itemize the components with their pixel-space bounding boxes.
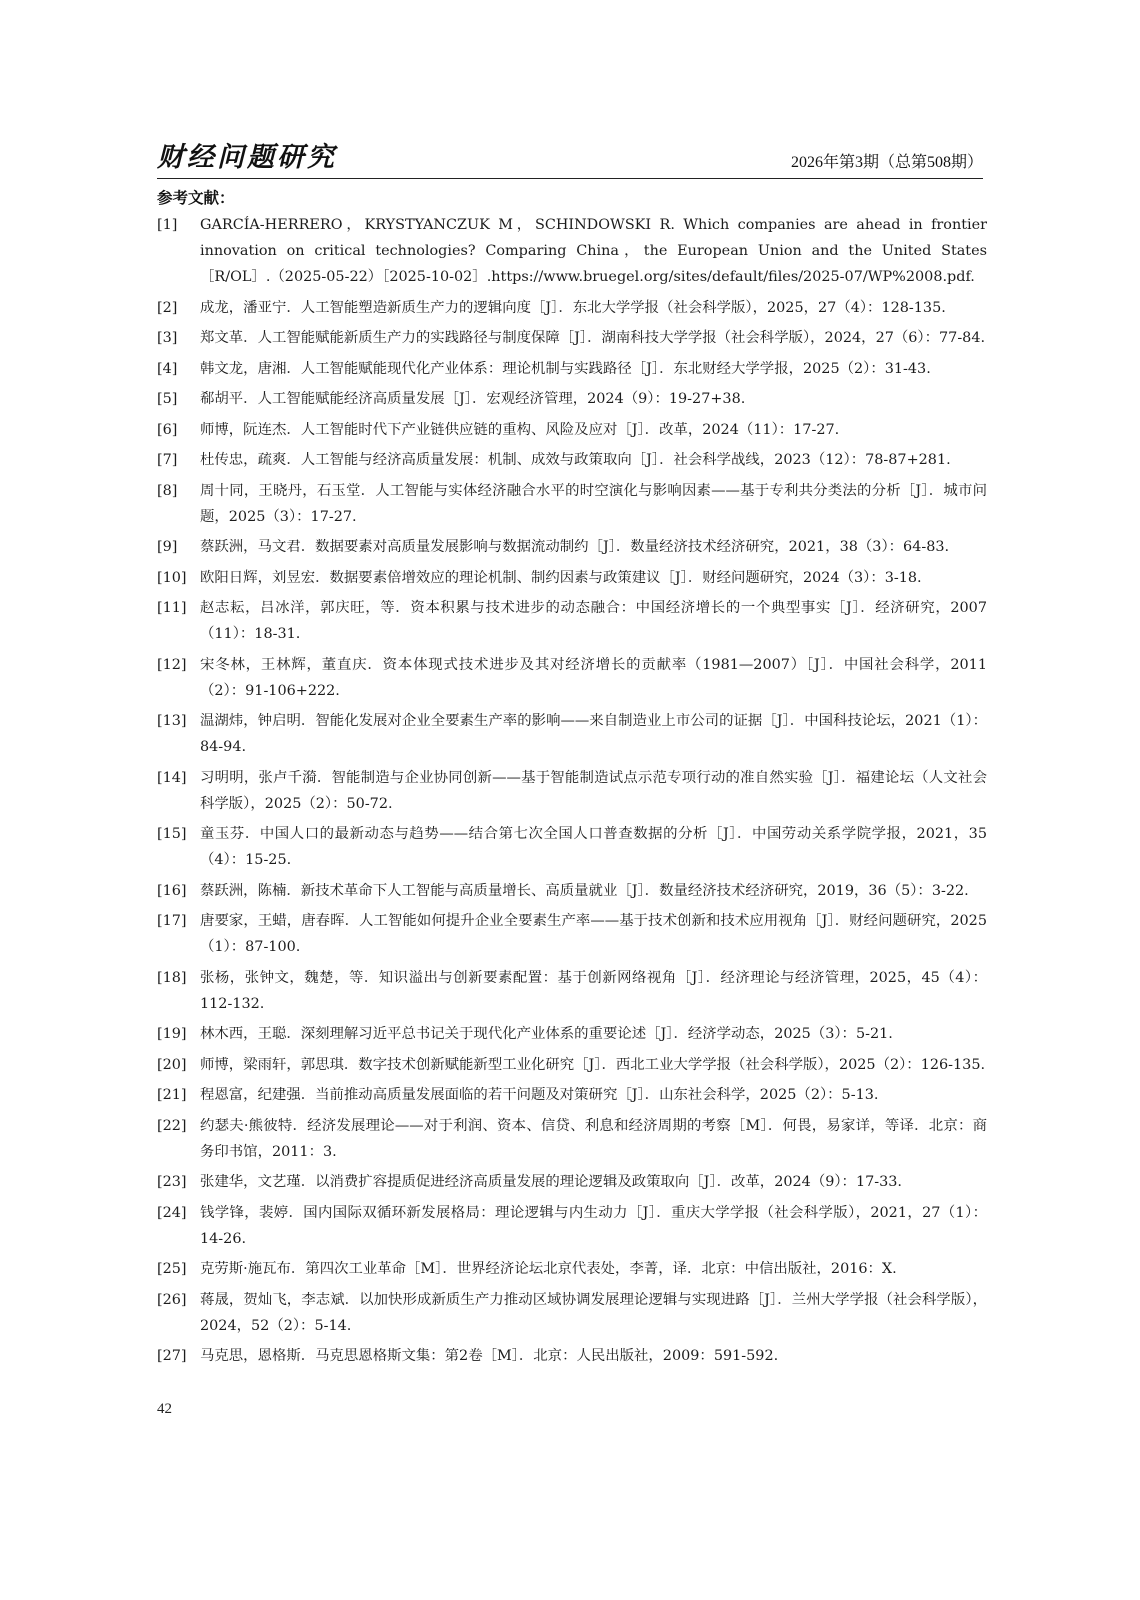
reference-text: 杜传忠，疏爽．人工智能与经济高质量发展：机制、成效与政策取向［J］．社会科学战线，2023（12）：78-87+281. — [200, 452, 951, 468]
reference-text: 欧阳日辉，刘昱宏．数据要素倍增效应的理论机制、制约因素与政策建议［J］．财经问题研究，2024（3）：3-18. — [200, 569, 922, 586]
reference-text: 马克思，恩格斯．马克思恩格斯文集：第2卷［M］．北京：人民出版社，2009：591-592. — [200, 1348, 779, 1364]
reference-number: [21] — [157, 1087, 187, 1103]
reference-text: 唐要家，王蜡，唐春晖．人工智能如何提升企业全要素生产率——基于技术创新和技术应用视角［J］．财经问题研究，2025（1）：87-100. — [200, 913, 987, 955]
reference-text: 韩文龙，唐湘．人工智能赋能现代化产业体系：理论机制与实践路径［J］．东北财经大学学报，2025（2）：31-43. — [200, 360, 931, 377]
reference-item — [157, 652, 987, 704]
page-number: 42 — [157, 1401, 172, 1417]
reference-item — [157, 878, 987, 904]
reference-item — [157, 821, 987, 873]
reference-item — [157, 708, 987, 760]
reference-number: [7] — [157, 452, 178, 468]
reference-number: [1] — [157, 217, 178, 233]
reference-item — [157, 356, 987, 382]
issue-info: 2026年第3期（总第508期） — [790, 154, 983, 171]
reference-number: [17] — [157, 913, 187, 929]
page-header — [157, 142, 983, 179]
reference-item — [157, 447, 987, 473]
reference-text: 约瑟夫·熊彼特．经济发展理论——对于利润、资本、信贷、利息和经济周期的考察［M］．何畏，易家详，等译．北京：商务印书馆，2011：3. — [200, 1117, 987, 1160]
reference-text: 程恩富，纪建强．当前推动高质量发展面临的若干问题及对策研究［J］．山东社会科学，2025（2）：5-13. — [200, 1087, 879, 1103]
reference-text: 赵志耘，吕冰洋，郭庆旺，等．资本积累与技术进步的动态融合：中国经济增长的一个典型事实［J］．经济研究，2007（11）：18-31. — [200, 600, 987, 642]
reference-number: [20] — [157, 1056, 187, 1073]
reference-number: [16] — [157, 882, 187, 899]
reference-number: [22] — [157, 1117, 187, 1134]
reference-number: [27] — [157, 1348, 187, 1364]
reference-item — [157, 565, 987, 591]
reference-number: [2] — [157, 299, 178, 316]
reference-item — [157, 1169, 987, 1195]
reference-item — [157, 1052, 987, 1078]
reference-text: GARCÍA-HERRERO，KRYSTYANCZUK M，SCHINDOWSKI R. Which companies are ahead in frontier innovation on critical technologies? Comparing China，the European Union and the United States［R/OL］.（2025-05-22）［2025-10-02］.https://www.bruegel.org/sites/default/files/2025-07/WP%2008.pdf. — [200, 217, 987, 285]
reference-text: 克劳斯·施瓦布．第四次工业革命［M］．世界经济论坛北京代表处，李菁，译．北京：中信出版社，2016：X. — [200, 1261, 897, 1277]
journal-logo: 财经问题研究 — [157, 142, 337, 173]
reference-item — [157, 1113, 987, 1165]
reference-text: 蔡跃洲，马文君．数据要素对高质量发展影响与数据流动制约［J］．数量经济技术经济研究，2021，38（3）：64-83. — [200, 539, 950, 555]
reference-text: 周十同，王晓丹，石玉堂．人工智能与实体经济融合水平的时空演化与影响因素——基于专利共分类法的分析［J］．城市问题，2025（3）：17-27. — [200, 482, 987, 525]
reference-number: [14] — [157, 769, 187, 786]
reference-text: 张杨，张钟文，魏楚，等．知识溢出与创新要素配置：基于创新网络视角［J］．经济理论与经济管理，2025，45（4）：112-132. — [200, 969, 987, 1012]
reference-text: 童玉芬．中国人口的最新动态与趋势——结合第七次全国人口普查数据的分析［J］．中国劳动关系学院学报，2021，35（4）：15-25. — [200, 826, 987, 868]
reference-text: 郗胡平．人工智能赋能经济高质量发展［J］．宏观经济管理，2024（9）：19-27+38. — [200, 391, 746, 407]
reference-item — [157, 417, 987, 443]
reference-item — [157, 212, 987, 290]
reference-number: [9] — [157, 539, 178, 555]
reference-number: [10] — [157, 569, 187, 586]
reference-item — [157, 1343, 987, 1369]
reference-item — [157, 325, 987, 351]
reference-text: 蔡跃洲，陈楠．新技术革命下人工智能与高质量增长、高质量就业［J］．数量经济技术经济研究，2019，36（5）：3-22. — [200, 882, 969, 899]
reference-number: [3] — [157, 330, 178, 346]
reference-number: [8] — [157, 482, 178, 499]
reference-item — [157, 765, 987, 817]
reference-number: [24] — [157, 1204, 187, 1221]
reference-item — [157, 1021, 987, 1047]
reference-number: [12] — [157, 656, 187, 673]
reference-item — [157, 386, 987, 412]
reference-number: [19] — [157, 1026, 187, 1042]
reference-text: 钱学锋，裴婷．国内国际双循环新发展格局：理论逻辑与内生动力［J］．重庆大学学报（社会科学版），2021，27（1）：14-26. — [200, 1204, 987, 1247]
reference-text: 师博，阮连杰．人工智能时代下产业链供应链的重构、风险及应对［J］．改革，2024（11）：17-27. — [200, 421, 840, 438]
reference-item — [157, 1287, 987, 1339]
reference-number: [5] — [157, 391, 178, 407]
reference-list — [157, 212, 987, 1374]
reference-text: 蒋晟，贺灿飞，李志斌．以加快形成新质生产力推动区域协调发展理论逻辑与实现进路［J］．兰州大学学报（社会科学版），2024，52（2）：5-14. — [200, 1291, 987, 1334]
reference-number: [25] — [157, 1261, 187, 1277]
reference-item — [157, 1256, 987, 1282]
reference-text: 郑文革．人工智能赋能新质生产力的实践路径与制度保障［J］．湖南科技大学学报（社会科学版），2024，27（6）：77-84. — [200, 330, 986, 346]
reference-item — [157, 534, 987, 560]
reference-item — [157, 1082, 987, 1108]
reference-item — [157, 478, 987, 530]
reference-item — [157, 965, 987, 1017]
reference-text: 宋冬林，王林辉，董直庆．资本体现式技术进步及其对经济增长的贡献率（1981—2007）［J］．中国社会科学，2011（2）：91-106+222. — [200, 656, 987, 699]
reference-text: 习明明，张卢千漪．智能制造与企业协同创新——基于智能制造试点示范专项行动的准自然实验［J］．福建论坛（人文社会科学版），2025（2）：50-72. — [200, 769, 987, 812]
reference-item — [157, 295, 987, 321]
reference-number: [4] — [157, 360, 178, 377]
reference-text: 温湖炜，钟启明．智能化发展对企业全要素生产率的影响——来自制造业上市公司的证据［J］．中国科技论坛，2021（1）：84-94. — [200, 713, 987, 755]
references-heading: 参考文献： — [157, 189, 235, 207]
reference-number: [13] — [157, 713, 187, 729]
reference-number: [23] — [157, 1174, 187, 1190]
reference-item — [157, 595, 987, 647]
reference-item — [157, 1200, 987, 1252]
reference-text: 林木西，王聪．深刻理解习近平总书记关于现代化产业体系的重要论述［J］．经济学动态，2025（3）：5-21. — [200, 1026, 893, 1042]
reference-number: [6] — [157, 421, 178, 438]
reference-text: 张建华，文艺瑾．以消费扩容提质促进经济高质量发展的理论逻辑及政策取向［J］．改革，2024（9）：17-33. — [200, 1174, 903, 1190]
reference-number: [15] — [157, 826, 187, 842]
reference-item — [157, 908, 987, 960]
reference-text: 师博，梁雨轩，郭思琪．数字技术创新赋能新型工业化研究［J］．西北工业大学学报（社会科学版），2025（2）：126-135. — [200, 1056, 986, 1073]
reference-number: [18] — [157, 969, 187, 986]
reference-text: 成龙，潘亚宁．人工智能塑造新质生产力的逻辑向度［J］．东北大学学报（社会科学版），2025，27（4）：128-135. — [200, 299, 946, 316]
reference-number: [26] — [157, 1291, 187, 1308]
reference-number: [11] — [157, 600, 187, 616]
